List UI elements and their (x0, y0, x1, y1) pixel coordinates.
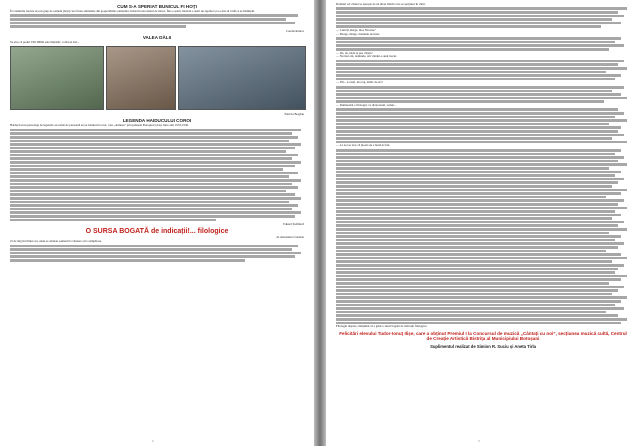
text-line (336, 163, 627, 166)
text-line (336, 86, 624, 89)
article-signature: Patricia Bogdan (284, 112, 304, 117)
text-line (10, 219, 216, 222)
text-line (10, 259, 245, 262)
bridge-photo (106, 46, 176, 110)
article-title-red: O SURSA BOGATĂ de indicații!... filologice (85, 228, 229, 236)
text-line (10, 165, 295, 168)
text-line (10, 190, 286, 193)
text-line (10, 143, 301, 146)
left-page-content (10, 3, 304, 263)
valley-photo (10, 46, 104, 110)
text-line (336, 210, 615, 213)
text-line (336, 181, 618, 184)
right-page (326, 0, 640, 446)
text-line (336, 300, 621, 303)
text-line (336, 189, 627, 192)
text-line (10, 193, 295, 196)
supplement-credit: Suplimentul realizat de Simion R. Suciu și Aneta Tirla (430, 344, 536, 350)
article-text: Zi de târg învârtiun sat, unde se adunau oamenii la vânzare și la cumpărare. (10, 239, 102, 244)
text-line (10, 204, 298, 207)
text-line (336, 207, 627, 210)
text-line (336, 314, 618, 317)
text-line (336, 271, 615, 274)
text-line (10, 168, 283, 171)
text-line (336, 48, 609, 51)
text-line (336, 199, 624, 202)
text-line (336, 41, 615, 44)
text-line (10, 136, 298, 139)
text-line (336, 156, 624, 159)
text-line (336, 160, 618, 163)
text-line (10, 208, 292, 211)
text-line (10, 157, 292, 160)
text-line (336, 221, 624, 224)
text-line (336, 119, 627, 122)
article-title: LEGENDA HAIDUCULUI COROI (122, 118, 192, 124)
text-line (336, 22, 621, 25)
book-gutter (314, 0, 326, 446)
dialogue-line: — Da, da, unde ai pus căruța? (336, 50, 373, 55)
article-text: Domnul cel cărunt se apropie de un țăran bătrân care se sprijinea în cârjă. (336, 2, 426, 6)
article-title: VALEA DĂLII (142, 34, 172, 40)
congratulations-note: Felicitări elevului Tudor-Ionuț Ilișe, care a obținut Premiul I la Concursul de muzică „Cântați cu noi”, secțiunea muzică cultă, Centrul de Creație Artistică Bistrița al Municipiului Botoșani (339, 330, 627, 341)
text-line (336, 74, 621, 77)
dialogue-line: — Păi... n-aveți, ma rog, nimic de zis? (336, 80, 383, 85)
photo-row (10, 46, 304, 110)
text-line (10, 140, 289, 143)
text-line (336, 217, 612, 220)
text-line (336, 246, 618, 249)
text-line (10, 179, 301, 182)
text-line (336, 268, 618, 271)
text-line (336, 318, 627, 321)
text-line (336, 60, 624, 63)
text-line (336, 228, 627, 231)
text-line (10, 201, 289, 204)
text-line (336, 253, 621, 256)
text-line (336, 174, 615, 177)
text-line (336, 304, 615, 307)
text-line (336, 185, 612, 188)
text-line (10, 14, 298, 17)
text-line (336, 203, 618, 206)
text-line (336, 242, 624, 245)
text-line (10, 252, 301, 255)
text-line (336, 7, 627, 10)
dialogue-line: — Cum îți merge, moș Nicolae? (336, 28, 376, 33)
text-line (10, 183, 292, 186)
text-line (336, 71, 606, 74)
article-title: CUM S-A SPERIAT BUNICUL FI HOȚI (117, 4, 197, 9)
article-signature: Eduard Ștefănică (283, 222, 304, 227)
text-line (10, 248, 292, 251)
text-line (336, 260, 612, 263)
text-line (336, 232, 609, 235)
article-author: de Alexandru Cazaban (276, 235, 304, 240)
text-line (10, 129, 301, 132)
text-line (336, 97, 627, 100)
text-line (336, 63, 618, 66)
text-line (10, 147, 295, 150)
text-line (10, 132, 292, 135)
text-line (10, 215, 295, 218)
text-line (336, 250, 606, 253)
text-line (336, 307, 624, 310)
text-line (336, 153, 615, 156)
text-line (10, 22, 295, 25)
dialogue-line: — La noi se zice că ploaia nu e bună de fân. (336, 143, 390, 148)
text-line (336, 11, 618, 14)
right-page-content (336, 3, 630, 349)
text-line (336, 257, 627, 260)
article-text: Haiducii erau personaje de legendă, un exilat de persoană era și haiducul Coroi, care „domnea" prin județele Botoșani și Iași, între anii 1933-1936. (10, 123, 189, 128)
page-number: 2 (152, 439, 154, 443)
text-line (336, 239, 615, 242)
text-line (10, 197, 301, 200)
village-photo (178, 46, 306, 110)
text-line (336, 112, 624, 115)
text-line (10, 150, 286, 153)
text-line (336, 116, 615, 119)
article-text: Se zice că podul Văii Dălbii este împărțit: ca Rai și Iad... (10, 39, 80, 44)
text-line (336, 123, 609, 126)
text-line (336, 126, 621, 129)
dialogue-line: — Merge, merge, domnule secretar. (336, 31, 380, 36)
text-line (336, 90, 612, 93)
text-line (336, 289, 618, 292)
page-number: 3 (478, 439, 480, 443)
text-line (336, 196, 606, 199)
text-line (10, 245, 298, 248)
text-line (10, 175, 289, 178)
dialogue-line: — Dumnealui e filologul, cu dicționarul, vedeți... (336, 102, 397, 107)
text-line (336, 18, 612, 21)
text-line (336, 224, 618, 227)
text-line (336, 311, 606, 314)
text-line (336, 130, 618, 133)
text-line (336, 134, 624, 137)
text-line (336, 171, 621, 174)
text-line (10, 211, 301, 214)
text-line (336, 264, 624, 267)
text-line (336, 137, 612, 140)
text-line (336, 286, 624, 289)
text-line (336, 296, 627, 299)
text-line (336, 235, 621, 238)
text-line (336, 44, 624, 47)
dialogue-line: — Nu mai am, domnule, am vândut-o anul trecut. (336, 54, 397, 59)
text-line (10, 161, 301, 164)
text-line (336, 282, 609, 285)
text-line (336, 108, 618, 111)
text-line (336, 149, 621, 152)
text-line (336, 278, 621, 281)
text-line (10, 25, 186, 28)
left-page (0, 0, 314, 446)
text-line (336, 214, 621, 217)
text-line (10, 172, 298, 175)
text-line (10, 255, 295, 258)
article-text: În vremurile trecute era un grup de oameni (hoți) care furau animalele din gospodăriile oamenilor, întrucât erau destul de săraci. Într-o seară, bunicul a auzit un zgomot și s-a dus să vadă ce se întâmplă. (10, 9, 255, 13)
text-line (336, 93, 621, 96)
text-line (336, 178, 624, 181)
article-signature: Cotelia Raluca (285, 28, 304, 33)
text-line (10, 154, 298, 157)
text-line (336, 67, 627, 70)
text-line (336, 293, 612, 296)
text-line (336, 275, 627, 278)
text-line (10, 186, 298, 189)
text-line (336, 167, 609, 170)
text-line (336, 37, 621, 40)
text-line (336, 15, 624, 18)
text-line (10, 18, 286, 21)
article-text: Filologul dispare, mulțumit că a găsit o sursă bogată de indicații filologice. (336, 324, 428, 329)
text-line (336, 192, 621, 195)
